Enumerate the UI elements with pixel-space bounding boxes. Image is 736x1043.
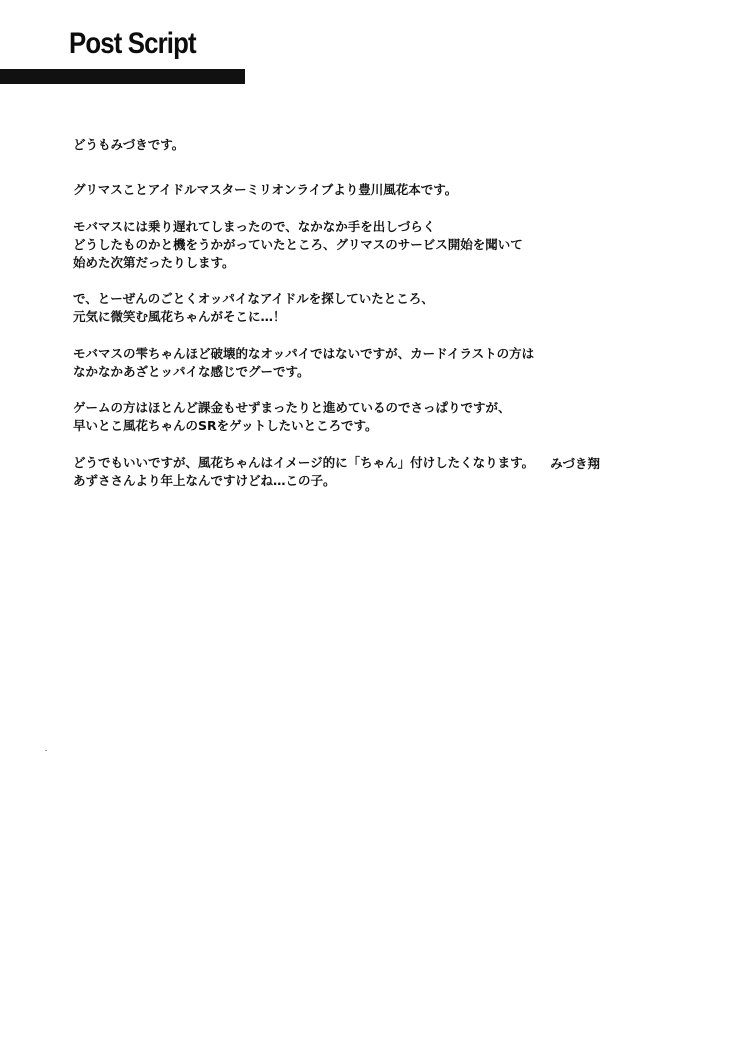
paragraph-line: どうしたものかと機をうかがっていたところ、グリマスのサービス開始を聞いて [73, 237, 523, 252]
title-underline-bar [0, 69, 245, 84]
greeting-line: どうもみづきです。 [73, 137, 185, 152]
scan-speck [45, 750, 47, 751]
paragraph-line: モバマスの雫ちゃんほど破壊的なオッパイではないですが、カードイラストの方は [73, 346, 535, 361]
paragraph-line: で、とーぜんのごとくオッパイなアイドルを探していたところ、 [73, 291, 434, 306]
greeting-paragraph [73, 136, 613, 154]
paragraph-line: モバマスには乗り遅れてしまったので、なかなか手を出しづらく [73, 219, 436, 234]
paragraph-line: なかなかあざとッパイな感じでグーです。 [73, 364, 310, 379]
game-progress-paragraph [73, 399, 613, 435]
author-signature: みづき翔 [550, 456, 600, 471]
discovery-paragraph [73, 290, 613, 326]
page-title: Post Script [69, 27, 196, 60]
paragraph-line: 始めた次第だったりします。 [73, 255, 235, 270]
intro-line: グリマスことアイドルマスターミリオンライブより豊川風花本です。 [73, 182, 458, 197]
paragraph-line: どうでもいいですが、風花ちゃんはイメージ的に「ちゃん」付けしたくなります。 [73, 455, 535, 470]
paragraph-line: 早いとこ風花ちゃんのSRをゲットしたいところです。 [73, 418, 378, 433]
background-paragraph [73, 218, 613, 272]
paragraph-line: あずささんより年上なんですけどね…この子。 [73, 473, 336, 488]
paragraph-line: ゲームの方はほとんど課金もせずまったりと進めているのでさっぱりですが、 [73, 400, 511, 415]
comparison-paragraph [73, 345, 613, 381]
paragraph-line: 元気に微笑む風花ちゃんがそこに…！ [73, 309, 286, 324]
closing-paragraph [73, 454, 613, 490]
intro-paragraph [73, 181, 613, 199]
postscript-body [73, 136, 613, 490]
